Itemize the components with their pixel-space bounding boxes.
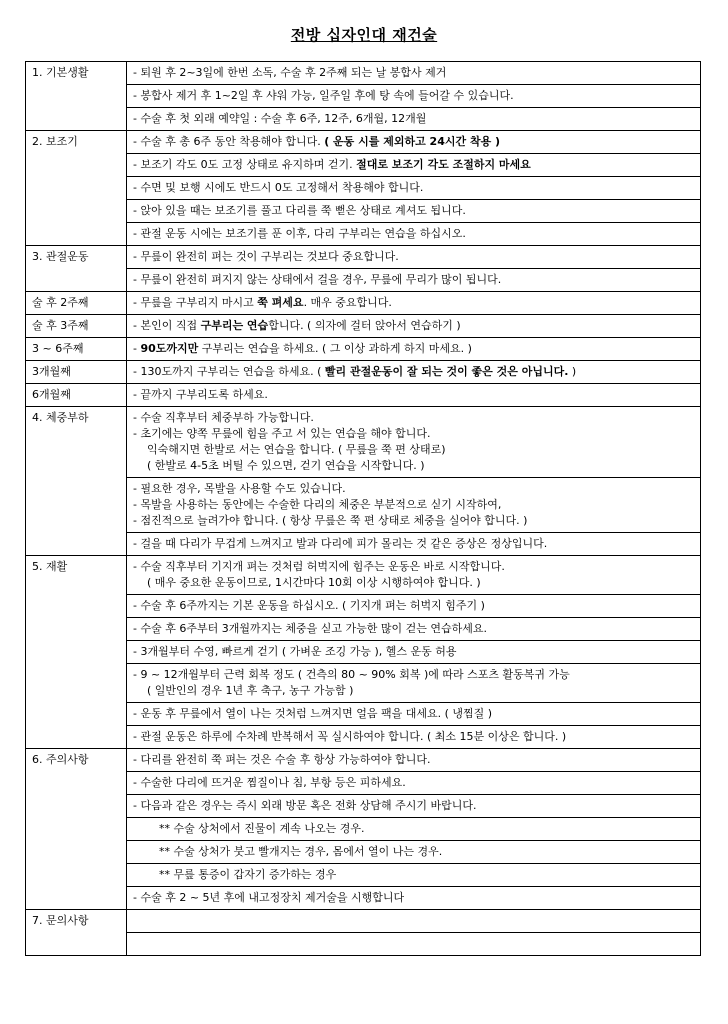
table-row (26, 641, 701, 664)
instruction-line (133, 729, 694, 745)
instruction-line (133, 426, 694, 442)
emphasis-text: 쭉 펴세요 (257, 296, 304, 309)
instruction-text: - 관절 운동은 하루에 수차례 반복해서 꼭 실시하여야 합니다. ( 최소 15분 이상은 합니다. ) (133, 730, 567, 743)
instruction-text: - 수술 직후부터 체중부하 가능합니다. (133, 411, 314, 424)
instruction-cell (127, 703, 701, 726)
table-row (26, 595, 701, 618)
instruction-text: 합니다. ( 의자에 걸터 앉아서 연습하기 ) (268, 319, 461, 332)
instruction-text: ** 수술 상처에서 진물이 계속 나오는 경우. (159, 822, 365, 835)
table-row (26, 533, 701, 556)
instruction-text: - 퇴원 후 2~3일에 한번 소독, 수술 후 2주째 되는 날 봉합사 제거 (133, 66, 447, 79)
instruction-text: - 수술 후 2 ~ 5년 후에 내고정장치 제거술을 시행합니다 (133, 891, 405, 904)
instruction-cell (127, 292, 701, 315)
instruction-cell (127, 269, 701, 292)
instruction-text: - 9 ~ 12개월부터 근력 회복 정도 ( 건측의 80 ~ 90% 회복 )에 따라 스포츠 활동복귀 가능 (133, 668, 570, 681)
table-row (26, 384, 701, 407)
table-row (26, 269, 701, 292)
table-row (26, 200, 701, 223)
instruction-line (133, 134, 694, 150)
instruction-text: - (133, 342, 141, 355)
instruction-cell (127, 338, 701, 361)
instruction-line (133, 497, 694, 513)
instruction-text: - 관절 운동 시에는 보조기를 푼 이후, 다리 구부리는 연습을 하십시오. (133, 227, 466, 240)
section-category: 술 후 3주째 (26, 315, 127, 338)
instruction-line (133, 442, 694, 458)
table-row (26, 795, 701, 818)
instruction-cell (127, 177, 701, 200)
instruction-line (133, 180, 694, 196)
instruction-text: - 무릎이 완전히 펴는 것이 구부리는 것보다 중요합니다. (133, 250, 399, 263)
section-category: 3 ~ 6주째 (26, 338, 127, 361)
instruction-line (133, 65, 694, 81)
instruction-text: - 본인이 직접 (133, 319, 201, 332)
instruction-cell (127, 62, 701, 85)
instruction-text: - 수면 및 보행 시에도 반드시 0도 고정해서 착용해야 합니다. (133, 181, 424, 194)
instruction-cell (127, 595, 701, 618)
table-row (26, 338, 701, 361)
instruction-line (133, 644, 694, 660)
emphasis-text: 90도까지만 (140, 342, 199, 355)
instruction-cell (127, 910, 701, 933)
instruction-text: - 130도까지 구부리는 연습을 하세요. ( (133, 365, 325, 378)
instruction-cell (127, 664, 701, 703)
instruction-cell (127, 641, 701, 664)
instruction-text: ( 일반인의 경우 1년 후 축구, 농구 가능함 ) (147, 684, 354, 697)
instruction-table (25, 61, 701, 956)
instruction-cell (127, 795, 701, 818)
instruction-cell (127, 154, 701, 177)
instruction-cell (127, 618, 701, 641)
instruction-text: - 봉합사 제거 후 1~2일 후 샤워 가능, 일주일 후에 탕 속에 들어갈 수 있습니다. (133, 89, 514, 102)
instruction-line (133, 913, 694, 929)
emphasis-text: ( 운동 시를 제외하고 24시간 착용 ) (324, 135, 501, 148)
instruction-cell (127, 772, 701, 795)
instruction-text: - 다리를 완전히 쭉 펴는 것은 수술 후 항상 가능하여야 합니다. (133, 753, 431, 766)
table-row (26, 223, 701, 246)
table-row (26, 841, 701, 864)
table-row (26, 664, 701, 703)
instruction-text: - 초기에는 양쪽 무릎에 힘을 주고 서 있는 연습을 해야 합니다. (133, 427, 431, 440)
instruction-text: - 걸을 때 다리가 무겁게 느껴지고 발과 다리에 피가 몰리는 것 같은 증상은 정상입니다. (133, 537, 548, 550)
table-row (26, 864, 701, 887)
table-row (26, 478, 701, 533)
instruction-line (133, 226, 694, 242)
instruction-text: - 필요한 경우, 목발을 사용할 수도 있습니다. (133, 482, 346, 495)
section-category: 2. 보조기 (26, 131, 127, 246)
instruction-text: - 점진적으로 늘려가야 합니다. ( 항상 무릎은 쭉 편 상태로 체중을 실어야 합니다. ) (133, 514, 528, 527)
instruction-line (133, 536, 694, 552)
instruction-text: - 목발을 사용하는 동안에는 수술한 다리의 체중은 부분적으로 싣기 시작하여, (133, 498, 502, 511)
section-category: 7. 문의사항 (26, 910, 127, 956)
section-category: 3개월째 (26, 361, 127, 384)
instruction-line (133, 844, 694, 860)
instruction-text: - 수술 직후부터 기지개 펴는 것처럼 허벅지에 힘주는 운동은 바로 시작합니다. (133, 560, 505, 573)
table-row (26, 246, 701, 269)
table-row (26, 772, 701, 795)
table-row (26, 618, 701, 641)
instruction-text: - 보조기 각도 0도 고정 상태로 유지하며 걷기. (133, 158, 357, 171)
instruction-line (133, 752, 694, 768)
instruction-text: ( 한발로 4-5초 버틸 수 있으면, 걷기 연습을 시작합니다. ) (147, 459, 425, 472)
section-category: 3. 관절운동 (26, 246, 127, 292)
instruction-text: - 끝까지 구부리도록 하세요. (133, 388, 268, 401)
instruction-line (133, 821, 694, 837)
instruction-text: ( 매우 중요한 운동이므로, 1시간마다 10회 이상 시행하여야 합니다. ) (147, 576, 481, 589)
emphasis-text: 구부리는 연습 (200, 319, 269, 332)
instruction-line (133, 272, 694, 288)
section-category: 4. 체중부하 (26, 407, 127, 556)
instruction-text: . 매우 중요합니다. (303, 296, 392, 309)
instruction-cell (127, 841, 701, 864)
section-category: 6. 주의사항 (26, 749, 127, 910)
table-row (26, 315, 701, 338)
table-row (26, 292, 701, 315)
table-row (26, 108, 701, 131)
table-row (26, 85, 701, 108)
emphasis-text: 절대로 보조기 각도 조절하지 마세요 (356, 158, 531, 171)
table-row (26, 131, 701, 154)
instruction-line (133, 410, 694, 426)
instruction-cell (127, 556, 701, 595)
instruction-cell (127, 933, 701, 956)
instruction-text: - 수술 후 첫 외래 예약일 : 수술 후 6주, 12주, 6개월, 12개월 (133, 112, 427, 125)
instruction-line (133, 481, 694, 497)
instruction-text: - 수술한 다리에 뜨거운 찜질이나 침, 부항 등은 피하세요. (133, 776, 406, 789)
instruction-line (133, 458, 694, 474)
instruction-line (133, 157, 694, 173)
table-row (26, 933, 701, 956)
section-category: 1. 기본생활 (26, 62, 127, 131)
instruction-cell (127, 887, 701, 910)
instruction-line (133, 559, 694, 575)
instruction-line (133, 111, 694, 127)
table-row (26, 556, 701, 595)
instruction-line (133, 364, 694, 380)
instruction-line (133, 706, 694, 722)
instruction-text: ) (568, 365, 577, 378)
instruction-text: - 앉아 있을 때는 보조기를 풀고 다리를 쭉 뻗은 상태로 계셔도 됩니다. (133, 204, 466, 217)
instruction-cell (127, 478, 701, 533)
section-category: 술 후 2주째 (26, 292, 127, 315)
instruction-line (133, 203, 694, 219)
table-row (26, 887, 701, 910)
instruction-line (133, 936, 694, 952)
instruction-line (133, 341, 694, 357)
instruction-text: 익숙해지면 한발로 서는 연습을 합니다. ( 무릎을 쭉 편 상태로) (147, 443, 446, 456)
table-row (26, 407, 701, 478)
instruction-cell (127, 818, 701, 841)
instruction-cell (127, 533, 701, 556)
instruction-line (133, 249, 694, 265)
table-row (26, 177, 701, 200)
instruction-text: ** 수술 상처가 붓고 빨개지는 경우, 몸에서 열이 나는 경우. (159, 845, 443, 858)
instruction-text: - 무릎이 완전히 펴지지 않는 상태에서 걸을 경우, 무릎에 무리가 많이 됩니다. (133, 273, 502, 286)
instruction-cell (127, 864, 701, 887)
instruction-text: - 수술 후 총 6주 동안 착용해야 합니다. (133, 135, 325, 148)
emphasis-text: 빨리 관절운동이 잘 되는 것이 좋은 것은 아닙니다. (324, 365, 569, 378)
instruction-line (133, 387, 694, 403)
instruction-text: ** 무릎 통증이 갑자기 증가하는 경우 (159, 868, 337, 881)
instruction-text: - 무릎을 구부리지 마시고 (133, 296, 258, 309)
instruction-line (133, 890, 694, 906)
instruction-line (133, 798, 694, 814)
instruction-line (133, 867, 694, 883)
instruction-text: - 3개월부터 수영, 빠르게 걷기 ( 가벼운 조깅 가능 ), 헬스 운동 허용 (133, 645, 457, 658)
instruction-cell (127, 200, 701, 223)
instruction-text: 구부리는 연습을 하세요. ( 그 이상 과하게 하지 마세요. ) (198, 342, 472, 355)
instruction-cell (127, 223, 701, 246)
section-category: 6개월째 (26, 384, 127, 407)
instruction-line (133, 88, 694, 104)
instruction-cell (127, 749, 701, 772)
instruction-cell (127, 131, 701, 154)
instruction-text: - 수술 후 6주부터 3개월까지는 체중을 싣고 가능한 많이 걷는 연습하세요. (133, 622, 487, 635)
table-row (26, 361, 701, 384)
instruction-line (133, 513, 694, 529)
instruction-text: - 다음과 같은 경우는 즉시 외래 방문 혹은 전화 상담해 주시기 바랍니다. (133, 799, 477, 812)
table-row (26, 726, 701, 749)
instruction-cell (127, 384, 701, 407)
instruction-line (133, 775, 694, 791)
instruction-line (133, 318, 694, 334)
instruction-line (133, 295, 694, 311)
instruction-line (133, 683, 694, 699)
instruction-cell (127, 246, 701, 269)
instruction-cell (127, 361, 701, 384)
table-row (26, 910, 701, 933)
table-row (26, 703, 701, 726)
document-title: 전방 십자인대 재건술 (290, 26, 438, 44)
table-row (26, 818, 701, 841)
instruction-cell (127, 407, 701, 478)
instruction-line (133, 667, 694, 683)
instruction-text: - 수술 후 6주까지는 기본 운동을 하십시오. ( 기지개 펴는 허벅지 힘주기 ) (133, 599, 485, 612)
instruction-cell (127, 85, 701, 108)
table-row (26, 154, 701, 177)
section-category: 5. 재활 (26, 556, 127, 749)
table-row (26, 62, 701, 85)
instruction-line (133, 575, 694, 591)
instruction-cell (127, 315, 701, 338)
instruction-text: - 운동 후 무릎에서 열이 나는 것처럼 느껴지면 얼음 팩을 대세요. ( 냉찜질 ) (133, 707, 493, 720)
instruction-cell (127, 726, 701, 749)
instruction-cell (127, 108, 701, 131)
instruction-line (133, 621, 694, 637)
instruction-line (133, 598, 694, 614)
table-row (26, 749, 701, 772)
